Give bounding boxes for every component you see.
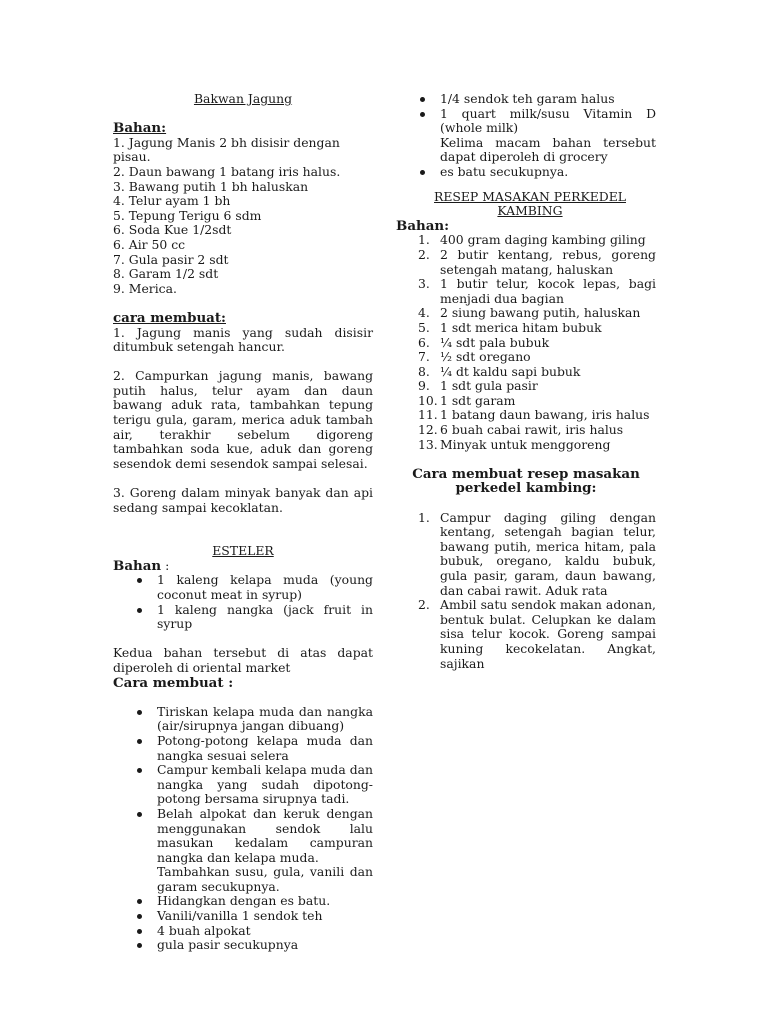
perkedel-ingredient-text: 6 buah cabai rawit, iris halus	[440, 422, 624, 438]
perkedel-ingredient-text: 1 batang daun bawang, iris halus	[440, 407, 650, 423]
list-number: 12.	[418, 422, 438, 438]
list-number: 6.	[418, 334, 430, 350]
perkedel-ingredient	[396, 379, 656, 394]
perkedel-ingredient	[396, 336, 656, 351]
esteler-step-text: Tiriskan kelapa muda dan nangka (air/sirupnya jangan dibuang)	[157, 703, 373, 734]
esteler-continued-item	[396, 107, 656, 165]
esteler-continued-text: es batu secukupnya.	[440, 163, 569, 179]
bakwan-step: 2. Campurkan jagung manis, bawang putih halus, telur ayam dan daun bawang aduk rata, tambahkan tepung terigu gula, garam, merica aduk tambah air, terakhir sebelum digoreng tambahkan soda kue, aduk dan goreng sesendok demi sesendok sampai selesai.	[113, 368, 373, 471]
bakwan-ingredient: 7. Gula pasir 2 sdt	[113, 251, 229, 267]
bakwan-ingredient: 8. Garam 1/2 sdt	[113, 266, 219, 282]
perkedel-ingredient-text: 1 butir telur, kocok lepas, bagi menjadi dua bagian	[440, 276, 656, 306]
list-number: 2.	[418, 246, 430, 262]
perkedel-step-text: Ambil satu sendok makan adonan, bentuk bulat. Celupkan ke dalam sisa telur kocok. Goreng sampai kuning kecokelatan. Angkat, sajikan	[440, 597, 656, 671]
esteler-step-text: Vanili/vanilla 1 sendok teh	[157, 908, 323, 924]
esteler-ingredient-list	[113, 573, 373, 631]
list-number: 11.	[418, 407, 438, 423]
list-number: 7.	[418, 349, 430, 365]
bakwan-step: 1. Jagung manis yang sudah disisir ditumbuk setengah hancur.	[113, 324, 373, 355]
perkedel-ingredient-text: 1 sdt merica hitam bubuk	[440, 319, 602, 335]
bakwan-ingredient: 2. Daun bawang 1 batang iris halus.	[113, 163, 341, 179]
list-number: 8.	[418, 363, 430, 379]
esteler-title: ESTELER	[212, 543, 274, 559]
bakwan-ingredient: 9. Merica.	[113, 280, 177, 296]
perkedel-ingredient	[396, 408, 656, 423]
list-number: 4.	[418, 305, 430, 321]
esteler-bahan-heading	[113, 559, 373, 574]
perkedel-ingredient-text: ¼ dt kaldu sapi bubuk	[440, 363, 581, 379]
esteler-continued-list	[396, 92, 656, 180]
perkedel-ingredient	[396, 306, 656, 321]
list-number: 2.	[418, 597, 430, 613]
perkedel-ingredient	[396, 321, 656, 336]
list-number: 10.	[418, 392, 438, 408]
esteler-ingredient-text: 1 kaleng nangka (jack fruit in syrup	[157, 601, 373, 632]
perkedel-ingredient	[396, 350, 656, 365]
list-number: 9.	[418, 378, 430, 394]
esteler-step	[113, 807, 373, 895]
esteler-bahan-colon: :	[161, 557, 170, 573]
esteler-ingredient-text: 1 kaleng kelapa muda (young coconut meat in syrup)	[157, 572, 373, 602]
esteler-step-text: Potong-potong kelapa muda dan nangka sesuai selera	[157, 732, 373, 763]
esteler-continued-extra: Kelima macam bahan tersebut dapat diperoleh di grocery	[440, 134, 656, 165]
esteler-step-text: gula pasir secukupnya	[157, 937, 299, 953]
esteler-continued-item	[396, 92, 656, 107]
perkedel-ingredient-text: Minyak untuk menggoreng	[440, 436, 611, 452]
perkedel-ingredient-text: 2 siung bawang putih, haluskan	[440, 305, 641, 321]
perkedel-ingredient	[396, 233, 656, 248]
bakwan-ingredient: 5. Tepung Terigu 6 sdm	[113, 207, 262, 223]
esteler-step	[113, 763, 373, 807]
perkedel-cara-heading: Cara membuat resep masakan perkedel kambing:	[412, 465, 640, 497]
esteler-step-list	[113, 705, 373, 953]
perkedel-ingredient-text: ½ sdt oregano	[440, 349, 531, 365]
perkedel-ingredient-text: 1 sdt garam	[440, 392, 516, 408]
list-number: 3.	[418, 276, 430, 292]
list-number: 13.	[418, 436, 438, 452]
left-column	[113, 92, 373, 953]
esteler-ingredient	[113, 603, 373, 632]
bakwan-ingredient: 6. Soda Kue 1/2sdt	[113, 222, 232, 238]
esteler-step-text: Belah alpokat dan keruk dengan menggunakan sendok lalu masukan kedalam campuran nangka dan kelapa muda.	[157, 805, 373, 865]
perkedel-step-text: Campur daging giling dengan kentang, setengah bagian telur, bawang putih, merica hitam, pala bubuk, oregano, kaldu bubuk, gula pasir, garam, daun bawang, dan cabai rawit. Aduk rata	[440, 509, 656, 598]
bakwan-ingredient: 6. Air 50 cc	[113, 236, 186, 252]
esteler-step	[113, 909, 373, 924]
esteler-step-extra: Tambahkan susu, gula, vanili dan garam secukupnya.	[157, 864, 373, 894]
perkedel-ingredient	[396, 277, 656, 306]
perkedel-step	[396, 511, 656, 599]
bakwan-bahan-heading: Bahan:	[113, 120, 167, 137]
perkedel-step	[396, 598, 656, 671]
esteler-continued-text: 1/4 sendok teh garam halus	[440, 91, 615, 106]
bakwan-title: Bakwan Jagung	[193, 91, 293, 106]
perkedel-bahan-heading: Bahan:	[396, 217, 450, 234]
perkedel-ingredient	[396, 438, 656, 453]
esteler-cara-heading: Cara membuat :	[113, 674, 234, 691]
perkedel-ingredient	[396, 423, 656, 438]
esteler-continued-text: 1 quart milk/susu Vitamin D (whole milk)	[440, 105, 656, 136]
bakwan-ingredient: 3. Bawang putih 1 bh haluskan	[113, 178, 309, 194]
right-column	[396, 92, 656, 671]
bakwan-step: 3. Goreng dalam minyak banyak dan api sedang sampai kecoklatan.	[113, 485, 373, 515]
perkedel-ingredient-text: 400 gram daging kambing giling	[440, 232, 646, 248]
esteler-step	[113, 924, 373, 939]
esteler-step-text: 4 buah alpokat	[157, 922, 251, 938]
bakwan-cara-heading: cara membuat:	[113, 309, 226, 326]
esteler-step-text: Campur kembali kelapa muda dan nangka yang sudah dipotong-potong bersama sirupnya tadi.	[157, 762, 373, 807]
perkedel-ingredient-text: 2 butir kentang, rebus, goreng setengah matang, haluskan	[440, 246, 656, 277]
list-number: 1.	[418, 232, 430, 248]
perkedel-ingredient	[396, 248, 656, 277]
perkedel-ingredient	[396, 394, 656, 409]
esteler-note: Kedua bahan tersebut di atas dapat diperoleh di oriental market	[113, 645, 373, 675]
perkedel-ingredient-text: 1 sdt gula pasir	[440, 378, 538, 394]
perkedel-ingredient	[396, 365, 656, 380]
bakwan-ingredient: 1. Jagung Manis 2 bh disisir dengan pisau.	[113, 134, 340, 165]
esteler-bahan-label: Bahan	[113, 557, 162, 574]
esteler-step	[113, 894, 373, 909]
esteler-continued-item	[396, 165, 656, 180]
list-number: 5.	[418, 319, 430, 335]
perkedel-ingredient-text: ¼ sdt pala bubuk	[440, 334, 550, 350]
esteler-step	[113, 705, 373, 734]
perkedel-step-list	[396, 511, 656, 672]
esteler-step	[113, 734, 373, 763]
esteler-step	[113, 938, 373, 953]
bakwan-ingredient: 4. Telur ayam 1 bh	[113, 193, 231, 209]
esteler-ingredient	[113, 573, 373, 602]
esteler-step-text: Hidangkan dengan es batu.	[157, 893, 331, 909]
bakwan-ingredient-list	[113, 136, 373, 297]
list-number: 1.	[418, 509, 430, 525]
perkedel-ingredient-list	[396, 233, 656, 452]
perkedel-title: RESEP MASAKAN PERKEDEL KAMBING	[434, 188, 626, 219]
